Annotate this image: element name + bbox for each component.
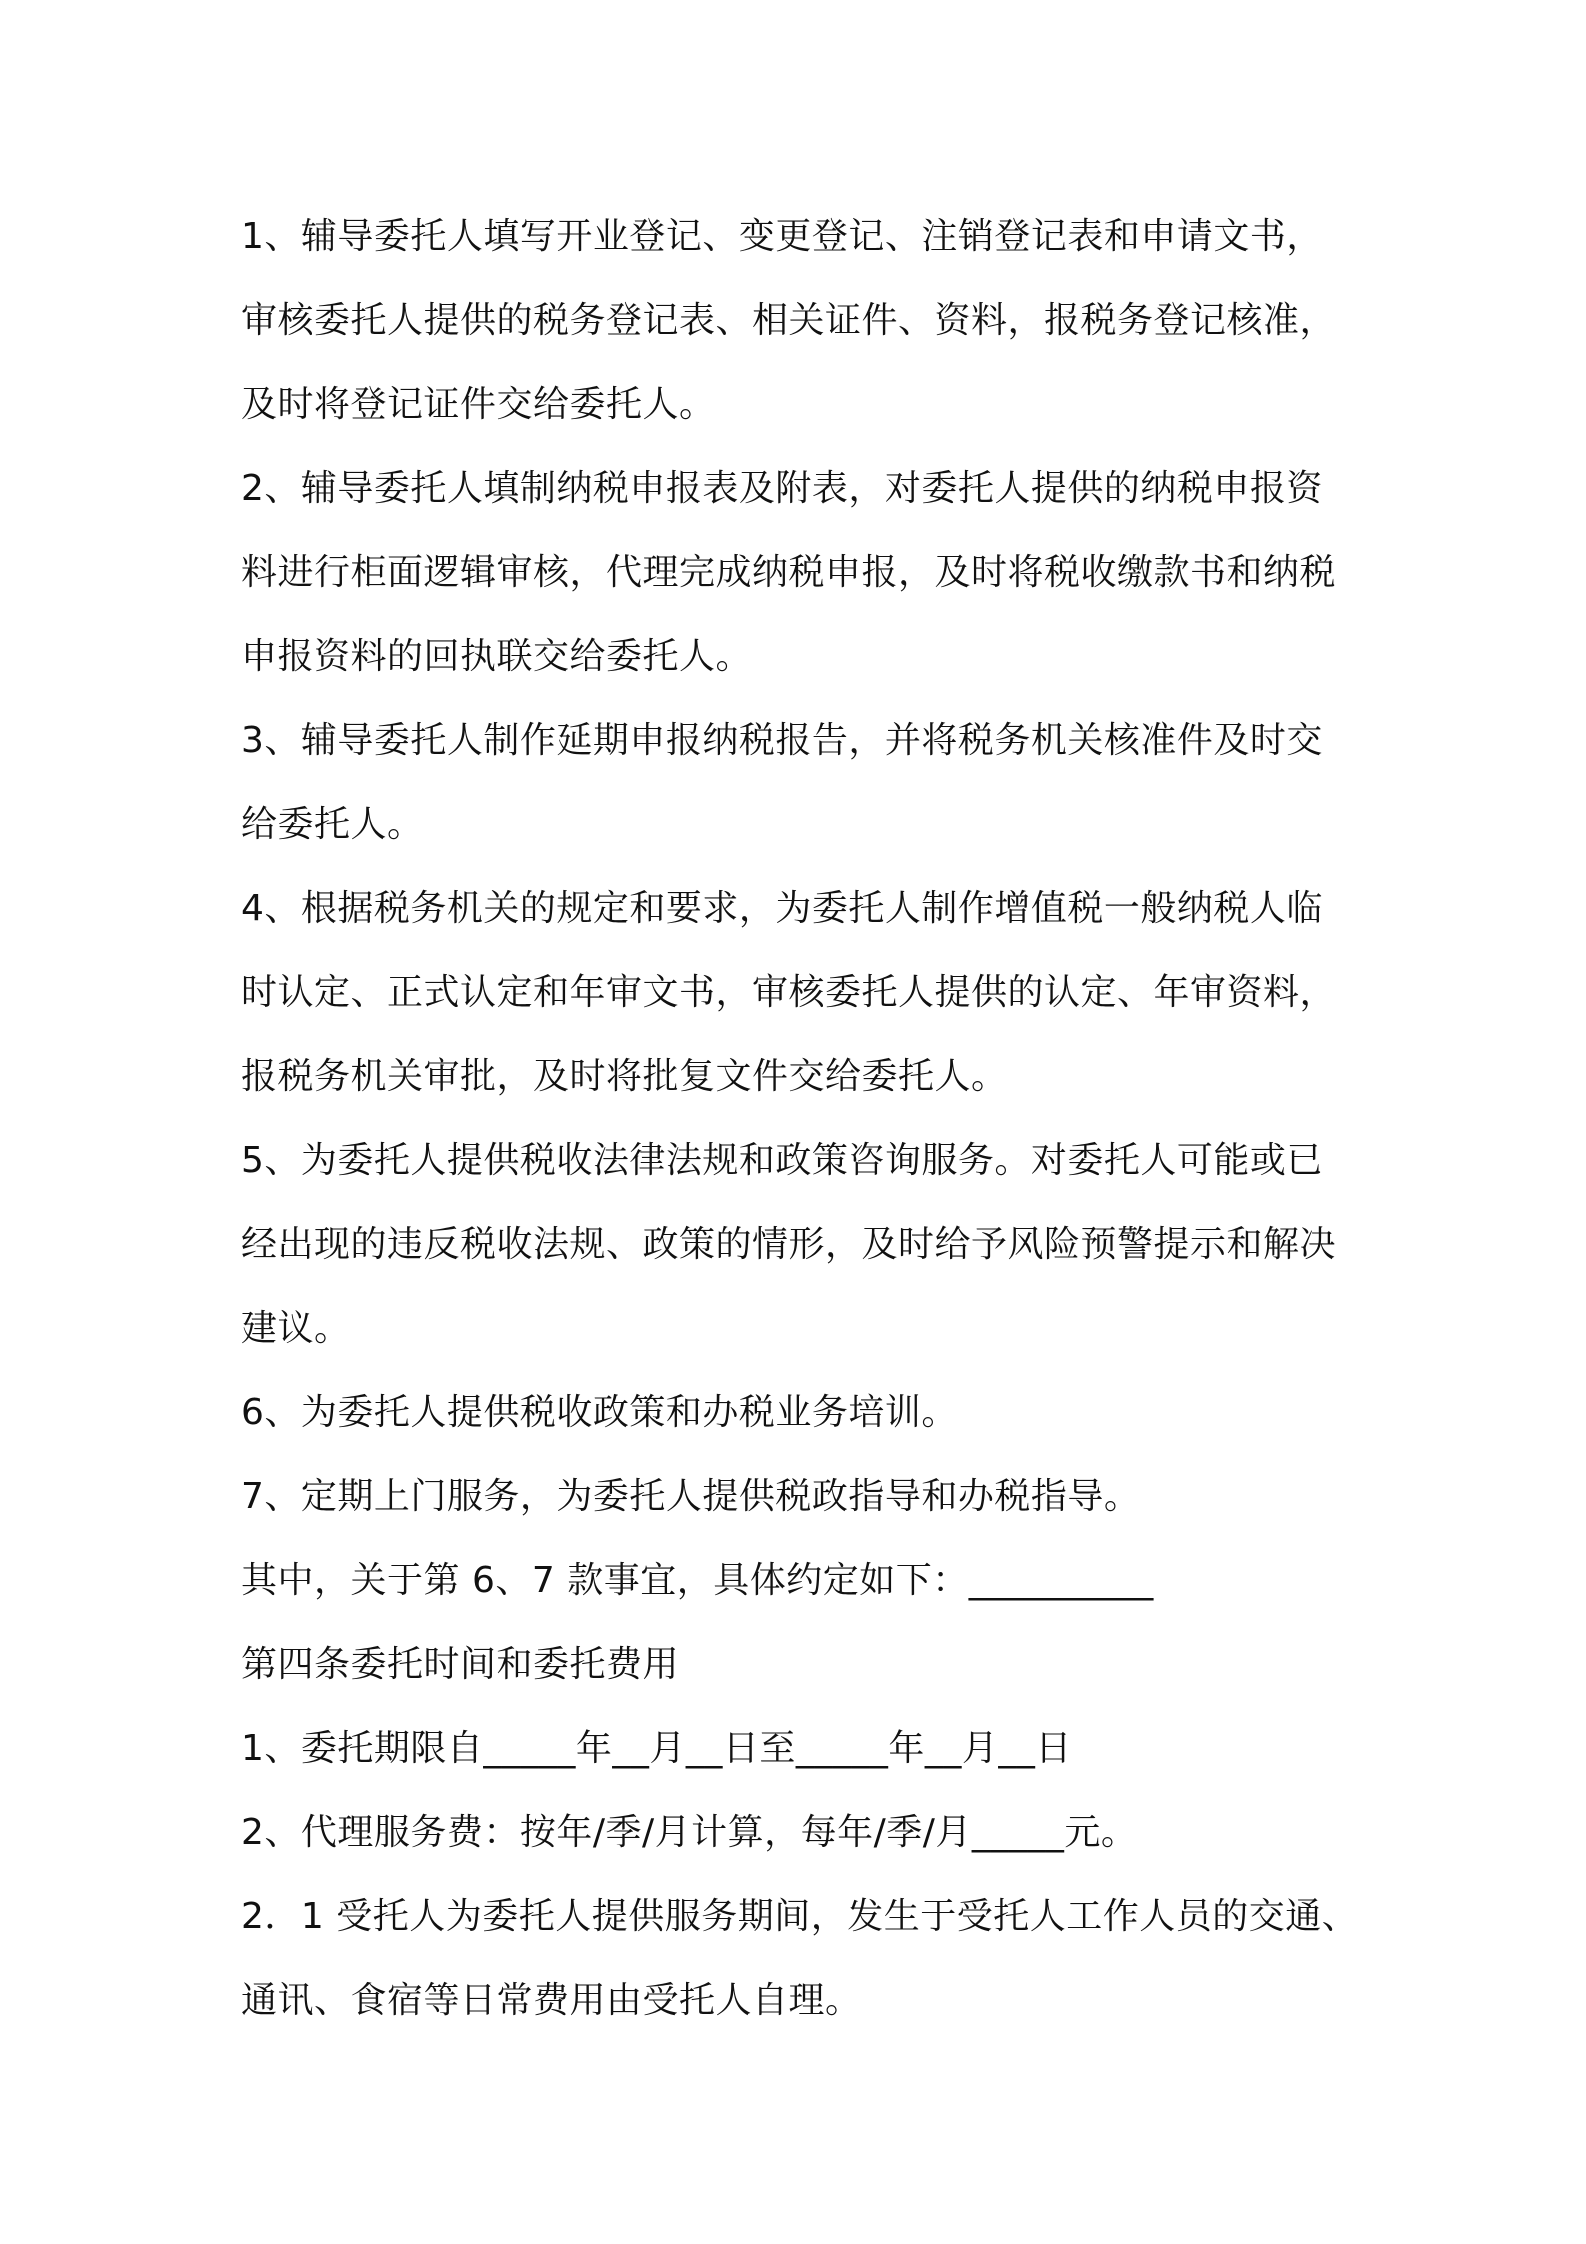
clause-3 xyxy=(241,699,1361,867)
text-line: 3、辅导委托人制作延期申报纳税报告，并将税务机关核准件及时交 xyxy=(241,720,1323,761)
clause-2-1 xyxy=(241,1875,1361,2043)
text-line: 料进行柜面逻辑审核，代理完成纳税申报，及时将税收缴款书和纳税 xyxy=(241,552,1337,593)
text-line: 2、辅导委托人填制纳税申报表及附表，对委托人提供的纳税申报资 xyxy=(241,468,1323,509)
clause-6-7-agreement xyxy=(241,1539,1361,1623)
text-line: 4、根据税务机关的规定和要求，为委托人制作增值税一般纳税人临 xyxy=(241,888,1323,929)
clause-6 xyxy=(241,1371,1361,1455)
clause-4 xyxy=(241,867,1361,1119)
text-line: 6、为委托人提供税收政策和办税业务培训。 xyxy=(241,1392,958,1433)
clause-5 xyxy=(241,1119,1361,1371)
clause-7 xyxy=(241,1455,1361,1539)
text-line: 经出现的违反税收法规、政策的情形，及时给予风险预警提示和解决 xyxy=(241,1224,1337,1265)
text-line: 时认定、正式认定和年审文书，审核委托人提供的认定、年审资料， xyxy=(241,972,1337,1013)
text-line: 审核委托人提供的税务登记表、相关证件、资料，报税务登记核准， xyxy=(241,300,1337,341)
article-4-heading xyxy=(241,1623,1361,1707)
document-body xyxy=(241,195,1361,2043)
text-line: 通讯、食宿等日常费用由受托人自理。 xyxy=(241,1980,862,2021)
text-line: 申报资料的回执联交给委托人。 xyxy=(241,636,753,677)
clause-1 xyxy=(241,195,1361,447)
text-line: 2、代理服务费：按年/季/月计算，每年/季/月_____元。 xyxy=(241,1812,1138,1853)
text-line: 给委托人。 xyxy=(241,804,424,845)
text-line: 建议。 xyxy=(241,1308,351,1349)
clause-2 xyxy=(241,447,1361,699)
text-line: 7、定期上门服务，为委托人提供税政指导和办税指导。 xyxy=(241,1476,1141,1517)
text-line: 报税务机关审批，及时将批复文件交给委托人。 xyxy=(241,1056,1008,1097)
text-line: 1、辅导委托人填写开业登记、变更登记、注销登记表和申请文书， xyxy=(241,216,1323,257)
text-line: 5、为委托人提供税收法律法规和政策咨询服务。对委托人可能或已 xyxy=(241,1140,1323,1181)
text-line: 2．1 受托人为委托人提供服务期间，发生于受托人工作人员的交通、 xyxy=(241,1896,1359,1937)
text-line: 及时将登记证件交给委托人。 xyxy=(241,384,716,425)
text-line: 1、委托期限自_____年__月__日至_____年__月__日 xyxy=(241,1728,1072,1769)
term-period xyxy=(241,1707,1361,1791)
text-line: 其中，关于第 6、7 款事宜，具体约定如下：__________ xyxy=(241,1560,1154,1601)
service-fee xyxy=(241,1791,1361,1875)
section-heading: 第四条委托时间和委托费用 xyxy=(241,1644,680,1685)
